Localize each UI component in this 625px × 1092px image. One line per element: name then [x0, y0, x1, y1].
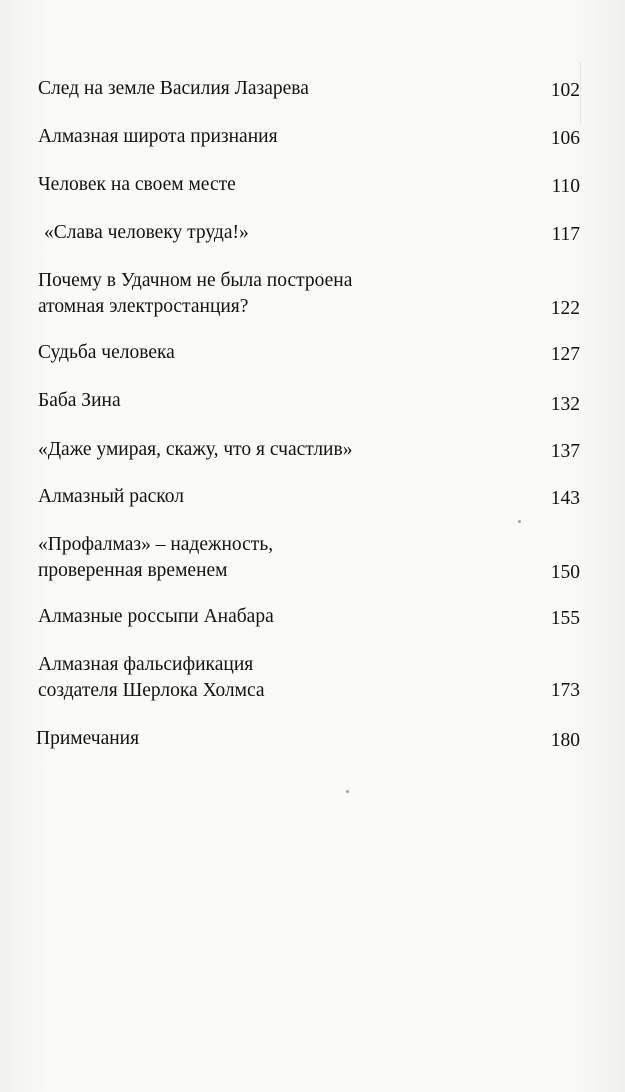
toc-entry-title: Алмазные россыпи Анабара — [38, 606, 274, 627]
toc-entry-title-line2: создателя Шерлока Холмса — [38, 680, 265, 701]
toc-entry-page: 110 — [551, 176, 580, 197]
toc-entry-title-line1: Почему в Удачном не была построена — [38, 270, 353, 291]
toc-entry-title: Алмазный раскол — [38, 486, 184, 507]
toc-entry-page: 127 — [550, 344, 580, 365]
toc-entry-page: 102 — [550, 80, 580, 101]
toc-entry-page: 117 — [551, 224, 580, 245]
toc-entry-title: Примечания — [36, 728, 140, 749]
toc-entry-title: След на земле Василия Лазарева — [38, 78, 309, 99]
toc-entry-page: 122 — [550, 298, 580, 319]
toc-entry-title: Баба Зина — [38, 390, 121, 411]
toc-entry-title-line2: проверенная временем — [38, 560, 228, 581]
toc-entry-page: 106 — [550, 128, 580, 149]
toc-entry-page: 137 — [550, 441, 580, 462]
toc-entry-title: Судьба человека — [38, 342, 175, 363]
toc-entry-title-line1: «Профалмаз» – надежность, — [38, 534, 274, 555]
toc-entry-title: «Слава человеку труда!» — [44, 222, 249, 243]
toc-entry-title-line1: Алмазная фальсификация — [38, 654, 254, 675]
toc-entry-title: «Даже умирая, скажу, что я счастлив» — [38, 439, 353, 460]
toc-entry-title: Человек на своем месте — [38, 174, 236, 195]
toc-entry-title: Алмазная широта признания — [38, 126, 278, 147]
toc-entry-page: 143 — [550, 488, 580, 509]
toc-entry-title-line2: атомная электростанция? — [38, 296, 249, 317]
toc-entry-page: 150 — [550, 562, 580, 583]
toc-entry-page: 155 — [550, 608, 580, 629]
toc-entry-page: 132 — [550, 394, 580, 415]
toc-entry-page: 173 — [550, 680, 580, 701]
toc-entry-page: 180 — [550, 730, 580, 751]
